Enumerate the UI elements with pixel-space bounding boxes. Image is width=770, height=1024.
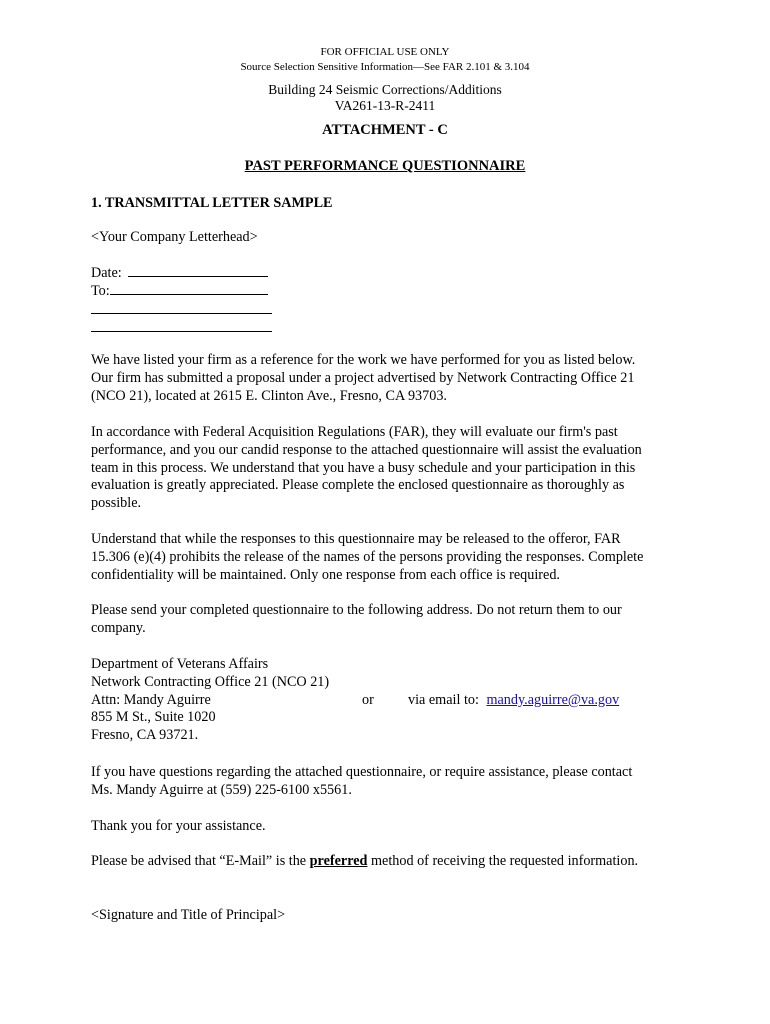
paragraph-contact: [91, 764, 691, 800]
address-line: Network Contracting Office 21 (NCO 21): [91, 673, 330, 690]
address-line: Fresno, CA 93721.: [91, 727, 199, 744]
address-line: Attn: Mandy Aguirre: [91, 691, 211, 708]
date-line: [91, 263, 268, 282]
signature-placeholder: <Signature and Title of Principal>: [91, 907, 286, 923]
address-line: 855 M St., Suite 1020: [91, 709, 216, 726]
preferred-method-line: [91, 852, 638, 870]
paragraph-line: Please send your completed questionnaire to the following address. Do not return them to our: [91, 602, 622, 618]
attachment-title: ATTACHMENT - C: [322, 122, 448, 138]
paragraph-far: [91, 424, 691, 513]
paragraph-line: If you have questions regarding the attached questionnaire, or require assistance, please contact: [91, 764, 633, 780]
document-title: PAST PERFORMANCE QUESTIONNAIRE: [244, 158, 526, 174]
via-email-label: via email to:: [408, 692, 479, 708]
address-blank-line: [91, 331, 272, 332]
classification-marking: FOR OFFICIAL USE ONLY: [320, 46, 450, 58]
paragraph-reference: [91, 352, 691, 405]
advised-text-end: method of receiving the requested information.: [370, 853, 639, 869]
date-blank: [128, 263, 268, 277]
paragraph-line: evaluation is greatly appreciated. Please complete the enclosed questionnaire as thoroughly as: [91, 477, 625, 494]
letterhead-placeholder: <Your Company Letterhead>: [91, 229, 258, 245]
paragraph-line: Our firm has submitted a proposal under a project advertised by Network Contracting Office 21: [91, 369, 635, 386]
paragraph-line: team in this process. We understand that you have a busy schedule and your participation in this: [91, 459, 636, 476]
paragraph-line: Understand that while the responses to this questionnaire may be released to the offeror, FAR: [91, 531, 621, 547]
preferred-emphasis: preferred: [309, 853, 368, 869]
thanks-line: Thank you for your assistance.: [91, 818, 266, 834]
paragraph-line: We have listed your firm as a reference for the work we have performed for you as listed below.: [91, 352, 636, 368]
paragraph-line: possible.: [91, 495, 142, 512]
paragraph-confidentiality: [91, 531, 691, 584]
paragraph-send: [91, 602, 691, 638]
address-blank-line: [91, 313, 272, 314]
advised-text: Please be advised that “E-Mail” is the: [91, 853, 307, 869]
to-line: [91, 281, 268, 300]
paragraph-line: In accordance with Federal Acquisition Regulations (FAR), they will evaluate our firm's past: [91, 424, 618, 440]
date-label: Date:: [91, 265, 122, 281]
paragraph-line: (NCO 21), located at 2615 E. Clinton Ave., Fresno, CA 93703.: [91, 387, 447, 404]
paragraph-line: 15.306 (e)(4) prohibits the release of the names of the persons providing the responses. Complete: [91, 548, 644, 565]
email-line: [408, 691, 619, 709]
section-heading: 1. TRANSMITTAL LETTER SAMPLE: [91, 195, 333, 211]
paragraph-line: confidentiality will be maintained. Only one response from each office is required.: [91, 566, 560, 583]
email-link[interactable]: mandy.aguirre@va.gov: [486, 692, 620, 708]
to-label: To:: [91, 283, 110, 299]
to-blank: [110, 281, 268, 295]
paragraph-line: performance, and you our candid response to the attached questionnaire will assist the evaluation: [91, 441, 642, 458]
paragraph-line: Ms. Mandy Aguirre at (559) 225-6100 x5561.: [91, 781, 352, 798]
paragraph-line: company.: [91, 619, 146, 636]
project-name: Building 24 Seismic Corrections/Additions: [268, 82, 502, 97]
solicitation-number: VA261-13-R-2411: [334, 98, 436, 113]
sensitivity-notice: Source Selection Sensitive Information—See FAR 2.101 & 3.104: [240, 61, 530, 73]
address-line: Department of Veterans Affairs: [91, 656, 269, 672]
or-text: or: [362, 692, 374, 708]
